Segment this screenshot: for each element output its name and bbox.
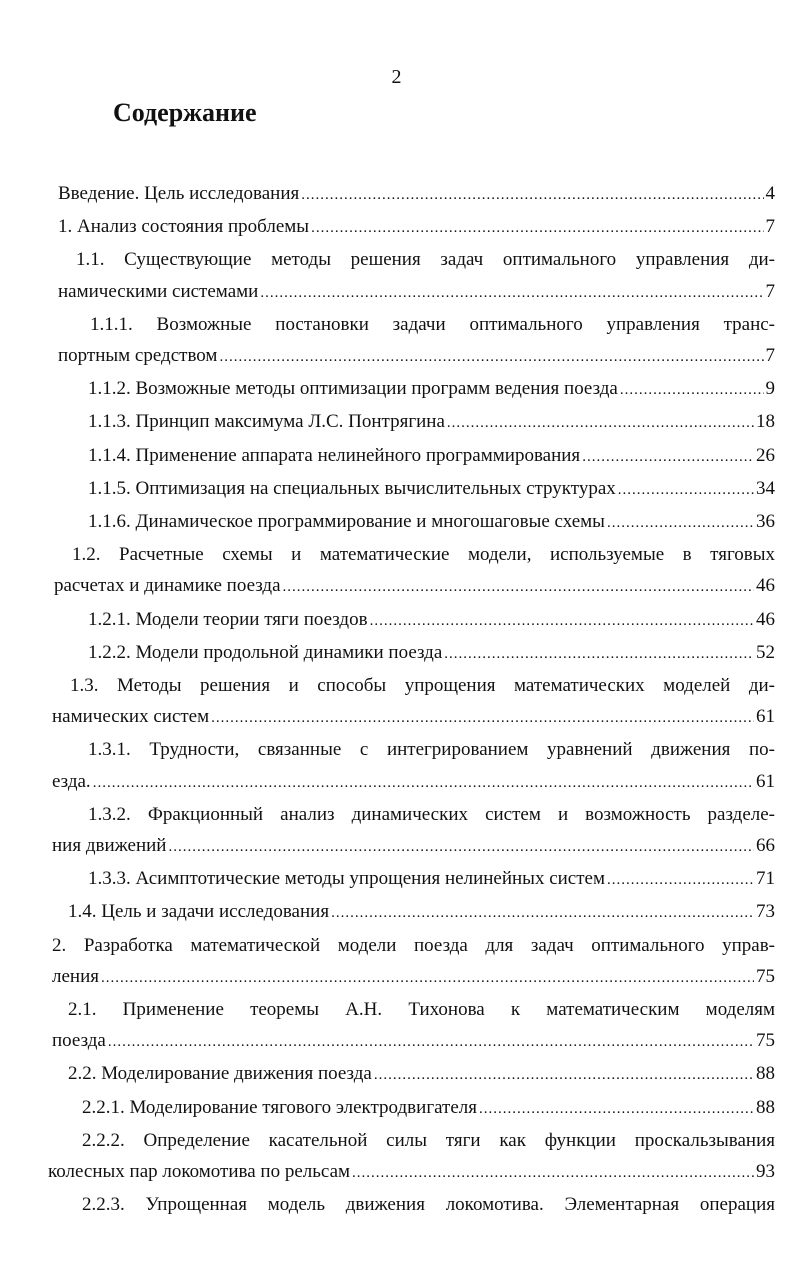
toc-entry-title: 1.1.4. Применение аппарата нелинейного программирования [88, 444, 581, 466]
toc-entry-title: 1.1.2. Возможные методы оптимизации программ ведения поезда [88, 378, 618, 400]
toc-page-number: 7 [765, 216, 775, 238]
toc-page-number: 4 [765, 183, 775, 204]
toc-entry [88, 637, 775, 670]
dot-leader [283, 572, 754, 603]
toc-entry-title: 2.2.1. Моделирование тягового электродвигателя [82, 1096, 478, 1118]
toc-entry [58, 211, 775, 244]
toc-entry [68, 1058, 775, 1091]
toc-entry-title: 2.2.3. Упрощенная модель движения локомотива. Элементарная операция [82, 1194, 775, 1216]
dot-leader [444, 639, 754, 670]
dot-leader [618, 475, 754, 506]
toc-entry-title: 1.3.3. Асимптотические методы упрощения нелинейных систем [88, 868, 605, 890]
toc-entry-title: 1.3. Методы решения и способы упрощения математических моделей ди- [70, 675, 775, 697]
toc-entry [82, 1092, 775, 1125]
toc-entry-title: 1.2.2. Модели продольной динамики поезда [88, 641, 443, 663]
toc-entry [58, 309, 775, 373]
toc-entry-title-continued: колесных пар локомотива по рельсам [48, 1161, 351, 1183]
toc-page-number: 61 [756, 706, 775, 728]
toc-entry-title: 2.2. Моделирование движения поезда [68, 1063, 372, 1085]
toc-page-number: 18 [756, 411, 775, 433]
toc-entry [52, 799, 775, 863]
dot-leader [211, 703, 754, 734]
toc-page-number: 7 [765, 345, 775, 367]
toc-entry-title: Введение. Цель исследования [58, 183, 300, 204]
toc-entry-title: 1.1. Существующие методы решения задач оптимального управления ди- [76, 249, 775, 271]
toc-entry [88, 506, 775, 539]
toc-entry-title: 2. Разработка математической модели поезда для задач оптимального управ- [52, 934, 775, 956]
toc-entry [82, 1189, 775, 1220]
toc-entry-title: 1.3.2. Фракционный анализ динамических систем и возможность разделе- [88, 803, 775, 825]
dot-leader [447, 408, 754, 439]
toc-entry-title: 1.1.5. Оптимизация на специальных вычислительных структурах [88, 477, 616, 499]
toc-page-number: 46 [756, 575, 775, 597]
toc-page-number: 93 [756, 1161, 775, 1183]
toc-entry-title: 1.4. Цель и задачи исследования [68, 901, 330, 923]
toc-entry [52, 930, 775, 994]
dot-leader [108, 1027, 754, 1058]
toc-entry [54, 539, 775, 603]
toc-entry-title-continued: ния движений [52, 835, 167, 857]
dot-leader [219, 342, 763, 373]
dot-leader [620, 375, 764, 406]
toc-entry-title-continued: намическими системами [58, 280, 259, 302]
toc-page-number: 88 [756, 1096, 775, 1118]
toc-entry-title-continued: ления [52, 965, 99, 987]
toc-entry-title-continued: поезда [52, 1030, 106, 1052]
toc-entry [52, 734, 775, 798]
toc-page-number: 36 [756, 511, 775, 533]
dot-leader [260, 278, 763, 309]
toc-page-number: 9 [765, 378, 775, 400]
toc-entry [88, 473, 775, 506]
toc-page-number: 52 [756, 641, 775, 663]
dot-leader [352, 1158, 754, 1189]
toc-entry-title: 1.2.1. Модели теории тяги поездов [88, 608, 368, 630]
dot-leader [582, 442, 754, 473]
toc-entry-title: 1.1.6. Динамическое программирование и многошаговые схемы [88, 511, 605, 533]
dot-leader [479, 1094, 754, 1125]
toc-entry-title-continued: намических систем [52, 706, 210, 728]
toc-entry [88, 863, 775, 896]
toc-entry-title: 1.1.1. Возможные постановки задачи оптимального управления транс- [90, 313, 775, 335]
dot-leader [168, 832, 754, 863]
toc-page-number: 61 [756, 770, 775, 792]
toc-entry-title: 1. Анализ состояния проблемы [58, 216, 310, 238]
toc-page-number: 46 [756, 608, 775, 630]
toc-entry-title-continued: расчетах и динамике поезда [54, 575, 281, 597]
toc-page-number: 88 [756, 1063, 775, 1085]
toc-entry-title: 1.2. Расчетные схемы и математические модели, используемые в тяговых [72, 544, 775, 566]
toc-entry [58, 244, 775, 308]
dot-leader [301, 180, 763, 211]
toc-page-number: 66 [756, 835, 775, 857]
dot-leader [374, 1060, 754, 1091]
toc-entry-title: 2.1. Применение теоремы А.Н. Тихонова к математическим моделям [68, 999, 775, 1021]
dot-leader [607, 865, 754, 896]
toc-entry [52, 670, 775, 734]
toc-page-number: 7 [765, 280, 775, 302]
page-number: 2 [391, 66, 402, 88]
toc-entry [68, 896, 775, 929]
table-of-contents [0, 178, 793, 1221]
toc-entry [52, 994, 775, 1058]
toc-entry-title: 1.3.1. Трудности, связанные с интегрированием уравнений движения по- [88, 739, 775, 761]
toc-page-number: 73 [756, 901, 775, 923]
page-title: Содержание [113, 98, 257, 127]
toc-entry-title-continued: езда. [52, 770, 91, 792]
toc-page-number: 34 [756, 477, 775, 499]
toc-entry [48, 1125, 775, 1189]
toc-page-number: 75 [756, 1030, 775, 1052]
toc-page-number: 26 [756, 444, 775, 466]
dot-leader [93, 768, 754, 799]
dot-leader [370, 606, 754, 637]
dot-leader [101, 963, 754, 994]
toc-entry-title: 2.2.2. Определение касательной силы тяги как функции проскальзывания [82, 1129, 775, 1151]
toc-entry [88, 406, 775, 439]
toc-entry [58, 178, 775, 211]
toc-entry-title-continued: портным средством [58, 345, 218, 367]
toc-entry [88, 440, 775, 473]
toc-entry [88, 604, 775, 637]
toc-entry [88, 373, 775, 406]
toc-entry-title: 1.1.3. Принцип максимума Л.С. Понтрягина [88, 411, 445, 433]
toc-page-number: 71 [756, 868, 775, 890]
toc-page-number: 75 [756, 965, 775, 987]
dot-leader [607, 508, 754, 539]
dot-leader [331, 898, 754, 929]
dot-leader [311, 213, 763, 244]
